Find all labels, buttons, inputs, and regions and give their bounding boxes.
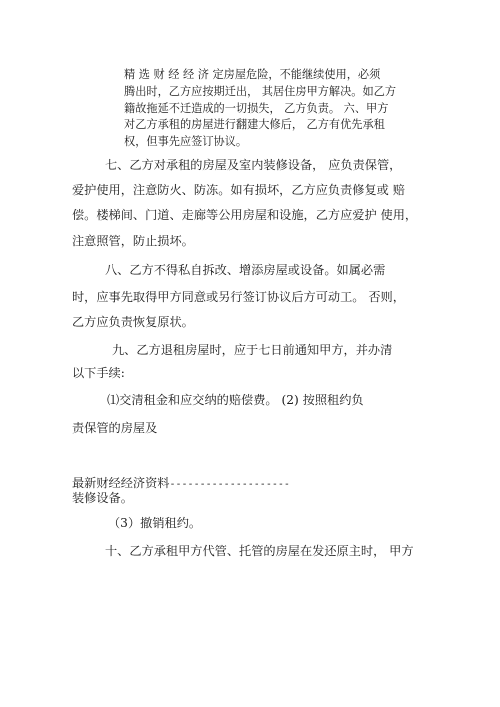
clause-8-line: 乙方应负责恢复原状。 xyxy=(72,315,194,329)
text-line: 权，但事先应签订协议。 xyxy=(124,135,248,148)
clause-8-line: 时，应事先取得甲方同意或另行签订协议后方可动工。 否则， xyxy=(72,290,405,304)
clause-9-line: 九、乙方退租房屋时，应于七日前通知甲方，并办清 xyxy=(112,343,393,357)
clause-7-line: 七、乙方对承租的房屋及室内装修设备， 应负责保管， xyxy=(105,158,402,172)
text-line: 腾出时，乙方应按期迁出， 其居住房甲方解决。如乙方 xyxy=(124,85,397,98)
text-line: 精 选 财 经 经 济 定房屋危险，不能继续使用，必须 xyxy=(124,68,381,81)
text-line: 籍故拖延不迁造成的一切损失， 乙方负责。 六、甲方 xyxy=(124,102,389,115)
clause-7-line: 爱护使用，注意防火、防冻。如有损坏，乙方应负责修复或 赔 xyxy=(72,183,405,197)
clause-7-line: 注意照管，防止损坏。 xyxy=(72,234,194,248)
footer-title xyxy=(72,476,290,492)
footer-title-text: 最新财经经济资料 xyxy=(72,476,170,490)
item-3-line: （3）撤销租约。 xyxy=(108,516,202,530)
item-line: 责保管的房屋及 xyxy=(72,421,158,435)
footer-rule: -------------------- xyxy=(169,479,290,490)
clause-10-line: 十、乙方承租甲方代管、托管的房屋在发还原主时， 甲方 xyxy=(105,544,414,558)
clause-9-line: 以下手续: xyxy=(72,366,125,380)
clause-7-line: 偿。楼梯间、门道、走廊等公用房屋和设施，乙方应爱护 使用， xyxy=(72,208,418,222)
clause-8-line: 八、乙方不得私自拆改、增添房屋或设备。如属必需 xyxy=(105,263,386,277)
continuation-line: 装修设备。 xyxy=(72,491,133,505)
item-line: ⑴交清租金和应交纳的赔偿费。 (2) 按照租约负 xyxy=(107,393,364,407)
text-line: 对乙方承租的房屋进行翻建大修后， 乙方有优先承租 xyxy=(124,118,385,131)
